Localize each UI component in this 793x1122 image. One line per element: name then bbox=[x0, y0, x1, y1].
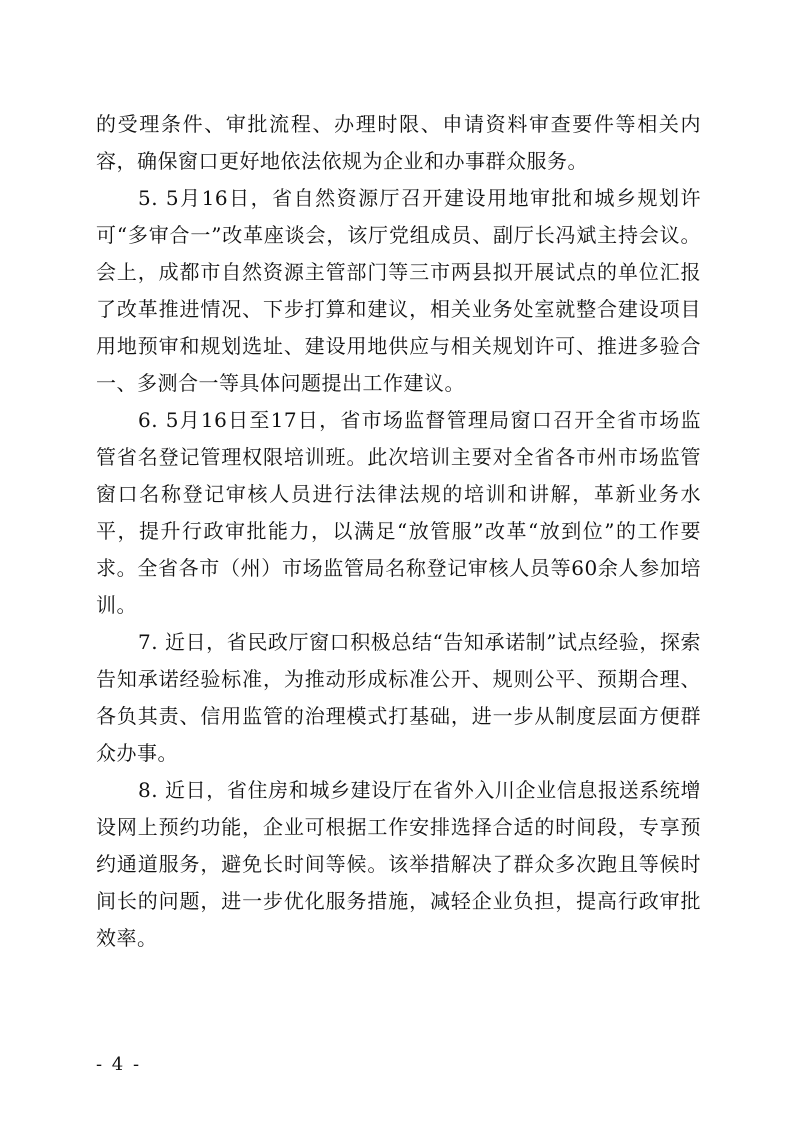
paragraph-item-5: 5. 5月16日，省自然资源厅召开建设用地审批和城乡规划许可“多审合一”改革座谈会，该厅党组成员、副厅长冯斌主持会议。会上，成都市自然资源主管部门等三市两县拟开展试点的单位汇报了改革推进情况、下步打算和建议，相关业务处室就整合建设项目用地预审和规划选址、建设用地供应与相关规划许可、推进多验合一、多测合一等具体问题提出工作建议。 bbox=[96, 186, 701, 395]
page-number: - 4 - bbox=[96, 1054, 142, 1075]
document-body bbox=[96, 106, 701, 957]
paragraph-item-7: 7. 近日，省民政厅窗口积极总结“告知承诺制”试点经验，探索告知承诺经验标准，为推动形成标准公开、规则公平、预期合理、各负其责、信用监管的治理模式打基础，进一步从制度层面方便群众办事。 bbox=[96, 630, 701, 765]
paragraph-continuation: 的受理条件、审批流程、办理时限、申请资料审查要件等相关内容，确保窗口更好地依法依规为企业和办事群众服务。 bbox=[96, 112, 701, 173]
paragraph-item-8: 8. 近日，省住房和城乡建设厅在省外入川企业信息报送系统增设网上预约功能，企业可根据工作安排选择合适的时间段，专享预约通道服务，避免长时间等候。该举措解决了群众多次跑且等候时间长的问题，进一步优化服务措施，减轻企业负担，提高行政审批效率。 bbox=[96, 778, 701, 950]
paragraph-item-6: 6. 5月16日至17日，省市场监督管理局窗口召开全省市场监管省名登记管理权限培训班。此次培训主要对全省各市州市场监管窗口名称登记审核人员进行法律法规的培训和讲解，革新业务水平，提升行政审批能力，以满足“放管服”改革“放到位”的工作要求。全省各市（州）市场监管局名称登记审核人员等60余人参加培训。 bbox=[96, 408, 701, 617]
